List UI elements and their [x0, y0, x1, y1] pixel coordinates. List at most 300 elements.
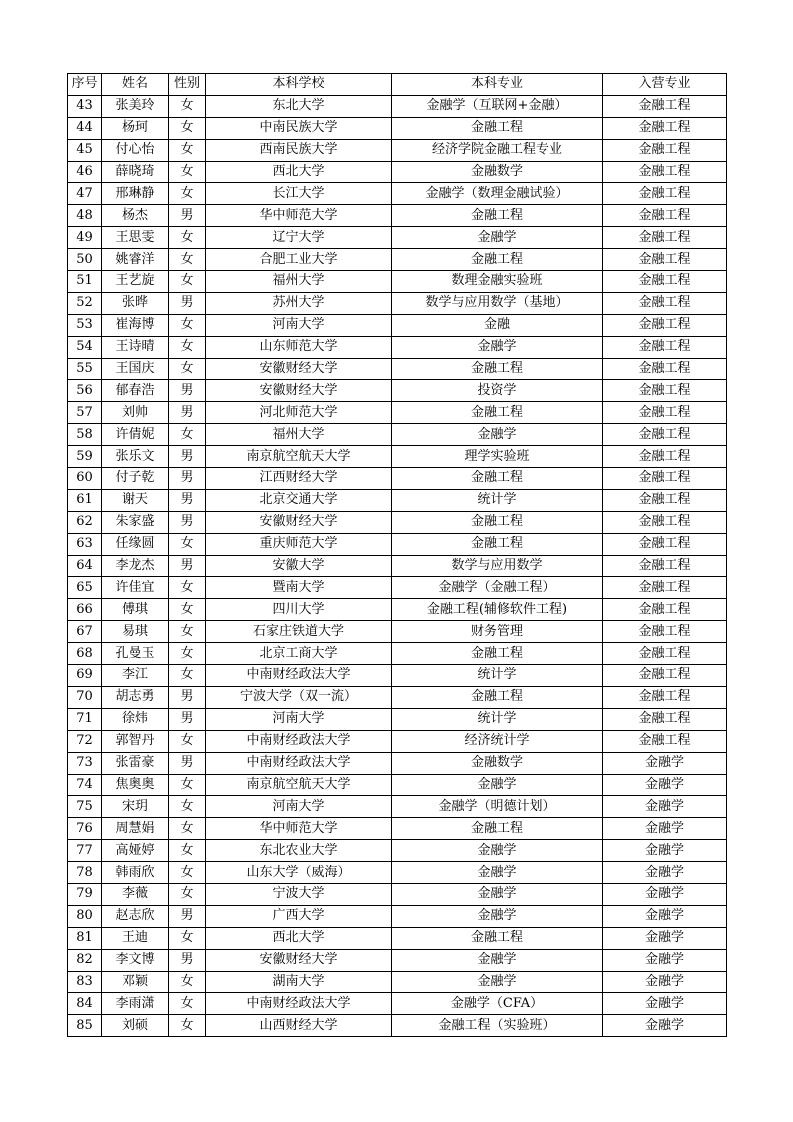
cell-no: 47 [68, 183, 102, 205]
cell-school: 苏州大学 [206, 292, 392, 314]
table-row [68, 424, 727, 446]
cell-school: 山东师范大学 [206, 336, 392, 358]
cell-name: 王艺旋 [102, 271, 169, 293]
cell-no: 78 [68, 862, 102, 884]
cell-school: 辽宁大学 [206, 227, 392, 249]
table-row [68, 796, 727, 818]
cell-camp-major: 金融工程 [603, 139, 727, 161]
cell-major: 金融学（互联网+金融） [392, 95, 603, 117]
cell-camp-major: 金融工程 [603, 489, 727, 511]
cell-sex: 女 [169, 183, 206, 205]
cell-name: 李江 [102, 665, 169, 687]
cell-camp-major: 金融工程 [603, 314, 727, 336]
table-body [68, 95, 727, 1036]
cell-camp-major: 金融工程 [603, 599, 727, 621]
cell-major: 金融工程 [392, 927, 603, 949]
cell-sex: 女 [169, 117, 206, 139]
cell-no: 75 [68, 796, 102, 818]
cell-camp-major: 金融工程 [603, 686, 727, 708]
cell-school: 河南大学 [206, 796, 392, 818]
cell-school: 山东大学（威海） [206, 862, 392, 884]
cell-no: 50 [68, 249, 102, 271]
cell-name: 易琪 [102, 621, 169, 643]
cell-name: 李薇 [102, 883, 169, 905]
table-row [68, 511, 727, 533]
cell-major: 金融工程 [392, 358, 603, 380]
cell-major: 金融学 [392, 774, 603, 796]
cell-camp-major: 金融学 [603, 774, 727, 796]
cell-school: 湖南大学 [206, 971, 392, 993]
cell-sex: 男 [169, 905, 206, 927]
cell-school: 福州大学 [206, 424, 392, 446]
cell-sex: 男 [169, 489, 206, 511]
cell-major: 金融学（CFA） [392, 993, 603, 1015]
cell-sex: 女 [169, 533, 206, 555]
cell-major: 金融学 [392, 336, 603, 358]
cell-major: 统计学 [392, 708, 603, 730]
cell-camp-major: 金融工程 [603, 730, 727, 752]
cell-sex: 男 [169, 380, 206, 402]
table-row [68, 555, 727, 577]
cell-sex: 女 [169, 424, 206, 446]
cell-no: 77 [68, 840, 102, 862]
table-row [68, 446, 727, 468]
cell-major: 金融工程 [392, 643, 603, 665]
cell-camp-major: 金融工程 [603, 665, 727, 687]
cell-name: 李龙杰 [102, 555, 169, 577]
cell-school: 北京交通大学 [206, 489, 392, 511]
cell-major: 金融工程 [392, 249, 603, 271]
cell-sex: 男 [169, 752, 206, 774]
header-camp-major: 入营专业 [603, 74, 727, 96]
cell-camp-major: 金融工程 [603, 336, 727, 358]
cell-no: 44 [68, 117, 102, 139]
cell-camp-major: 金融工程 [603, 205, 727, 227]
cell-sex: 女 [169, 227, 206, 249]
table-row [68, 905, 727, 927]
cell-school: 重庆师范大学 [206, 533, 392, 555]
cell-school: 中南民族大学 [206, 117, 392, 139]
cell-school: 北京工商大学 [206, 643, 392, 665]
table-row [68, 752, 727, 774]
cell-no: 84 [68, 993, 102, 1015]
cell-sex: 男 [169, 292, 206, 314]
cell-camp-major: 金融工程 [603, 271, 727, 293]
cell-major: 金融学 [392, 840, 603, 862]
cell-school: 广西大学 [206, 905, 392, 927]
cell-camp-major: 金融工程 [603, 468, 727, 490]
cell-school: 中南财经政法大学 [206, 730, 392, 752]
cell-camp-major: 金融学 [603, 818, 727, 840]
cell-major: 金融学（明德计划） [392, 796, 603, 818]
cell-camp-major: 金融工程 [603, 380, 727, 402]
cell-no: 49 [68, 227, 102, 249]
cell-sex: 女 [169, 883, 206, 905]
cell-sex: 男 [169, 446, 206, 468]
header-school: 本科学校 [206, 74, 392, 96]
cell-no: 43 [68, 95, 102, 117]
cell-major: 金融学 [392, 862, 603, 884]
table-row [68, 358, 727, 380]
cell-no: 80 [68, 905, 102, 927]
cell-camp-major: 金融工程 [603, 249, 727, 271]
cell-school: 江西财经大学 [206, 468, 392, 490]
cell-major: 金融工程 [392, 468, 603, 490]
cell-major: 金融学 [392, 971, 603, 993]
cell-camp-major: 金融工程 [603, 161, 727, 183]
cell-name: 付心怡 [102, 139, 169, 161]
cell-name: 许佳宜 [102, 577, 169, 599]
cell-camp-major: 金融工程 [603, 117, 727, 139]
cell-major: 金融学 [392, 949, 603, 971]
cell-camp-major: 金融学 [603, 883, 727, 905]
cell-school: 山西财经大学 [206, 1015, 392, 1037]
cell-sex: 女 [169, 95, 206, 117]
cell-name: 李雨潇 [102, 993, 169, 1015]
table-row [68, 139, 727, 161]
cell-name: 张乐文 [102, 446, 169, 468]
cell-no: 85 [68, 1015, 102, 1037]
cell-sex: 男 [169, 511, 206, 533]
cell-name: 邓颖 [102, 971, 169, 993]
cell-school: 中南财经政法大学 [206, 993, 392, 1015]
cell-no: 62 [68, 511, 102, 533]
table-row [68, 621, 727, 643]
table-row [68, 883, 727, 905]
cell-major: 金融学（数理金融试验） [392, 183, 603, 205]
table-row [68, 577, 727, 599]
cell-name: 李文博 [102, 949, 169, 971]
cell-school: 安徽财经大学 [206, 358, 392, 380]
table-row [68, 599, 727, 621]
cell-no: 79 [68, 883, 102, 905]
table-row [68, 708, 727, 730]
cell-school: 河南大学 [206, 708, 392, 730]
cell-name: 张雷豪 [102, 752, 169, 774]
cell-no: 57 [68, 402, 102, 424]
cell-major: 数学与应用数学（基地） [392, 292, 603, 314]
cell-no: 52 [68, 292, 102, 314]
cell-camp-major: 金融学 [603, 752, 727, 774]
table-row [68, 336, 727, 358]
cell-no: 51 [68, 271, 102, 293]
table-row [68, 380, 727, 402]
cell-school: 安徽财经大学 [206, 511, 392, 533]
cell-sex: 女 [169, 358, 206, 380]
cell-name: 薛晓琦 [102, 161, 169, 183]
cell-name: 王思雯 [102, 227, 169, 249]
cell-no: 68 [68, 643, 102, 665]
cell-sex: 女 [169, 818, 206, 840]
header-no: 序号 [68, 74, 102, 96]
cell-sex: 男 [169, 555, 206, 577]
cell-sex: 男 [169, 949, 206, 971]
cell-major: 财务管理 [392, 621, 603, 643]
cell-no: 76 [68, 818, 102, 840]
cell-sex: 女 [169, 796, 206, 818]
table-row [68, 686, 727, 708]
cell-name: 胡志勇 [102, 686, 169, 708]
table-row [68, 227, 727, 249]
cell-no: 63 [68, 533, 102, 555]
cell-no: 54 [68, 336, 102, 358]
cell-name: 徐炜 [102, 708, 169, 730]
header-major: 本科专业 [392, 74, 603, 96]
table-row [68, 1015, 727, 1037]
cell-camp-major: 金融工程 [603, 183, 727, 205]
cell-major: 数学与应用数学 [392, 555, 603, 577]
cell-no: 55 [68, 358, 102, 380]
cell-camp-major: 金融学 [603, 796, 727, 818]
cell-school: 宁波大学 [206, 883, 392, 905]
cell-name: 赵志欣 [102, 905, 169, 927]
cell-no: 66 [68, 599, 102, 621]
cell-camp-major: 金融学 [603, 905, 727, 927]
cell-major: 经济学院金融工程专业 [392, 139, 603, 161]
cell-sex: 男 [169, 402, 206, 424]
table-row [68, 249, 727, 271]
cell-name: 张美玲 [102, 95, 169, 117]
cell-major: 金融 [392, 314, 603, 336]
cell-camp-major: 金融学 [603, 927, 727, 949]
cell-no: 48 [68, 205, 102, 227]
cell-sex: 女 [169, 139, 206, 161]
table-row [68, 292, 727, 314]
cell-major: 金融学 [392, 905, 603, 927]
cell-major: 金融工程 [392, 402, 603, 424]
table-row [68, 643, 727, 665]
cell-school: 福州大学 [206, 271, 392, 293]
cell-name: 张晔 [102, 292, 169, 314]
table-row [68, 183, 727, 205]
cell-sex: 女 [169, 249, 206, 271]
cell-major: 金融学 [392, 424, 603, 446]
cell-camp-major: 金融学 [603, 840, 727, 862]
cell-name: 高娅婷 [102, 840, 169, 862]
cell-name: 郭智丹 [102, 730, 169, 752]
cell-sex: 女 [169, 665, 206, 687]
cell-sex: 女 [169, 927, 206, 949]
cell-camp-major: 金融工程 [603, 292, 727, 314]
cell-name: 任缘圆 [102, 533, 169, 555]
cell-name: 郁春浩 [102, 380, 169, 402]
cell-no: 69 [68, 665, 102, 687]
cell-camp-major: 金融工程 [603, 227, 727, 249]
cell-name: 刘帅 [102, 402, 169, 424]
table-row [68, 665, 727, 687]
cell-major: 金融工程 [392, 117, 603, 139]
cell-sex: 女 [169, 643, 206, 665]
cell-school: 河南大学 [206, 314, 392, 336]
table-row [68, 489, 727, 511]
table-row [68, 205, 727, 227]
cell-name: 杨珂 [102, 117, 169, 139]
cell-no: 71 [68, 708, 102, 730]
cell-school: 合肥工业大学 [206, 249, 392, 271]
cell-major: 金融工程 [392, 205, 603, 227]
cell-name: 韩雨欣 [102, 862, 169, 884]
cell-sex: 女 [169, 577, 206, 599]
cell-name: 杨杰 [102, 205, 169, 227]
cell-no: 83 [68, 971, 102, 993]
cell-name: 付子乾 [102, 468, 169, 490]
table-row [68, 927, 727, 949]
cell-major: 金融学 [392, 227, 603, 249]
table-row [68, 840, 727, 862]
cell-major: 金融数学 [392, 161, 603, 183]
cell-camp-major: 金融工程 [603, 621, 727, 643]
cell-no: 82 [68, 949, 102, 971]
cell-school: 河北师范大学 [206, 402, 392, 424]
table-row [68, 774, 727, 796]
cell-school: 安徽财经大学 [206, 380, 392, 402]
table-row [68, 402, 727, 424]
table-row [68, 862, 727, 884]
cell-sex: 女 [169, 621, 206, 643]
cell-camp-major: 金融工程 [603, 511, 727, 533]
cell-school: 南京航空航天大学 [206, 446, 392, 468]
cell-camp-major: 金融学 [603, 1015, 727, 1037]
header-name: 姓名 [102, 74, 169, 96]
table-row [68, 818, 727, 840]
cell-camp-major: 金融工程 [603, 577, 727, 599]
cell-sex: 男 [169, 205, 206, 227]
cell-school: 西北大学 [206, 927, 392, 949]
table-row [68, 314, 727, 336]
cell-camp-major: 金融学 [603, 949, 727, 971]
table-row [68, 730, 727, 752]
cell-school: 华中师范大学 [206, 205, 392, 227]
table-row [68, 95, 727, 117]
table-header [68, 74, 727, 96]
cell-name: 周慧娟 [102, 818, 169, 840]
cell-sex: 女 [169, 862, 206, 884]
cell-sex: 女 [169, 271, 206, 293]
cell-no: 73 [68, 752, 102, 774]
cell-camp-major: 金融工程 [603, 708, 727, 730]
cell-major: 金融工程 [392, 818, 603, 840]
cell-school: 西北大学 [206, 161, 392, 183]
cell-school: 暨南大学 [206, 577, 392, 599]
table-row [68, 117, 727, 139]
cell-major: 金融工程（实验班） [392, 1015, 603, 1037]
cell-camp-major: 金融学 [603, 993, 727, 1015]
header-sex: 性别 [169, 74, 206, 96]
cell-no: 81 [68, 927, 102, 949]
cell-no: 60 [68, 468, 102, 490]
cell-sex: 男 [169, 708, 206, 730]
cell-major: 理学实验班 [392, 446, 603, 468]
cell-name: 朱家盛 [102, 511, 169, 533]
table-row [68, 993, 727, 1015]
table-row [68, 533, 727, 555]
cell-sex: 女 [169, 993, 206, 1015]
cell-no: 67 [68, 621, 102, 643]
cell-sex: 女 [169, 161, 206, 183]
cell-no: 74 [68, 774, 102, 796]
cell-major: 金融数学 [392, 752, 603, 774]
cell-school: 西南民族大学 [206, 139, 392, 161]
cell-sex: 男 [169, 468, 206, 490]
cell-major: 金融工程 [392, 511, 603, 533]
cell-name: 焦奥奥 [102, 774, 169, 796]
cell-school: 东北农业大学 [206, 840, 392, 862]
cell-sex: 男 [169, 686, 206, 708]
cell-name: 姚睿洋 [102, 249, 169, 271]
cell-camp-major: 金融工程 [603, 402, 727, 424]
cell-camp-major: 金融工程 [603, 555, 727, 577]
cell-school: 东北大学 [206, 95, 392, 117]
cell-major: 金融工程 [392, 533, 603, 555]
cell-sex: 女 [169, 971, 206, 993]
cell-name: 傅琪 [102, 599, 169, 621]
cell-name: 王国庆 [102, 358, 169, 380]
header-row [68, 74, 727, 96]
cell-no: 59 [68, 446, 102, 468]
table-row [68, 949, 727, 971]
cell-major: 金融工程(辅修软件工程) [392, 599, 603, 621]
cell-major: 经济统计学 [392, 730, 603, 752]
table-row [68, 468, 727, 490]
cell-major: 金融工程 [392, 686, 603, 708]
cell-name: 王迪 [102, 927, 169, 949]
table-row [68, 161, 727, 183]
cell-no: 70 [68, 686, 102, 708]
cell-camp-major: 金融工程 [603, 424, 727, 446]
cell-camp-major: 金融学 [603, 971, 727, 993]
cell-sex: 女 [169, 730, 206, 752]
cell-name: 王诗晴 [102, 336, 169, 358]
cell-no: 64 [68, 555, 102, 577]
cell-sex: 女 [169, 1015, 206, 1037]
cell-major: 投资学 [392, 380, 603, 402]
cell-camp-major: 金融学 [603, 862, 727, 884]
table-row [68, 271, 727, 293]
cell-school: 长江大学 [206, 183, 392, 205]
cell-camp-major: 金融工程 [603, 643, 727, 665]
cell-sex: 女 [169, 599, 206, 621]
cell-no: 53 [68, 314, 102, 336]
cell-sex: 女 [169, 840, 206, 862]
cell-name: 许倩妮 [102, 424, 169, 446]
cell-name: 刘硕 [102, 1015, 169, 1037]
cell-school: 宁波大学（双一流） [206, 686, 392, 708]
cell-major: 数理金融实验班 [392, 271, 603, 293]
cell-camp-major: 金融工程 [603, 446, 727, 468]
cell-no: 65 [68, 577, 102, 599]
cell-no: 56 [68, 380, 102, 402]
cell-school: 安徽大学 [206, 555, 392, 577]
cell-name: 孔曼玉 [102, 643, 169, 665]
cell-sex: 女 [169, 336, 206, 358]
cell-major: 金融学（金融工程） [392, 577, 603, 599]
cell-major: 金融学 [392, 883, 603, 905]
cell-sex: 女 [169, 314, 206, 336]
cell-school: 石家庄铁道大学 [206, 621, 392, 643]
cell-no: 72 [68, 730, 102, 752]
cell-school: 南京航空航天大学 [206, 774, 392, 796]
cell-name: 邢琳静 [102, 183, 169, 205]
cell-major: 统计学 [392, 665, 603, 687]
cell-school: 中南财经政法大学 [206, 752, 392, 774]
table-row [68, 971, 727, 993]
cell-major: 统计学 [392, 489, 603, 511]
cell-no: 45 [68, 139, 102, 161]
cell-name: 谢天 [102, 489, 169, 511]
roster-table [67, 73, 727, 1037]
cell-camp-major: 金融工程 [603, 358, 727, 380]
cell-no: 61 [68, 489, 102, 511]
